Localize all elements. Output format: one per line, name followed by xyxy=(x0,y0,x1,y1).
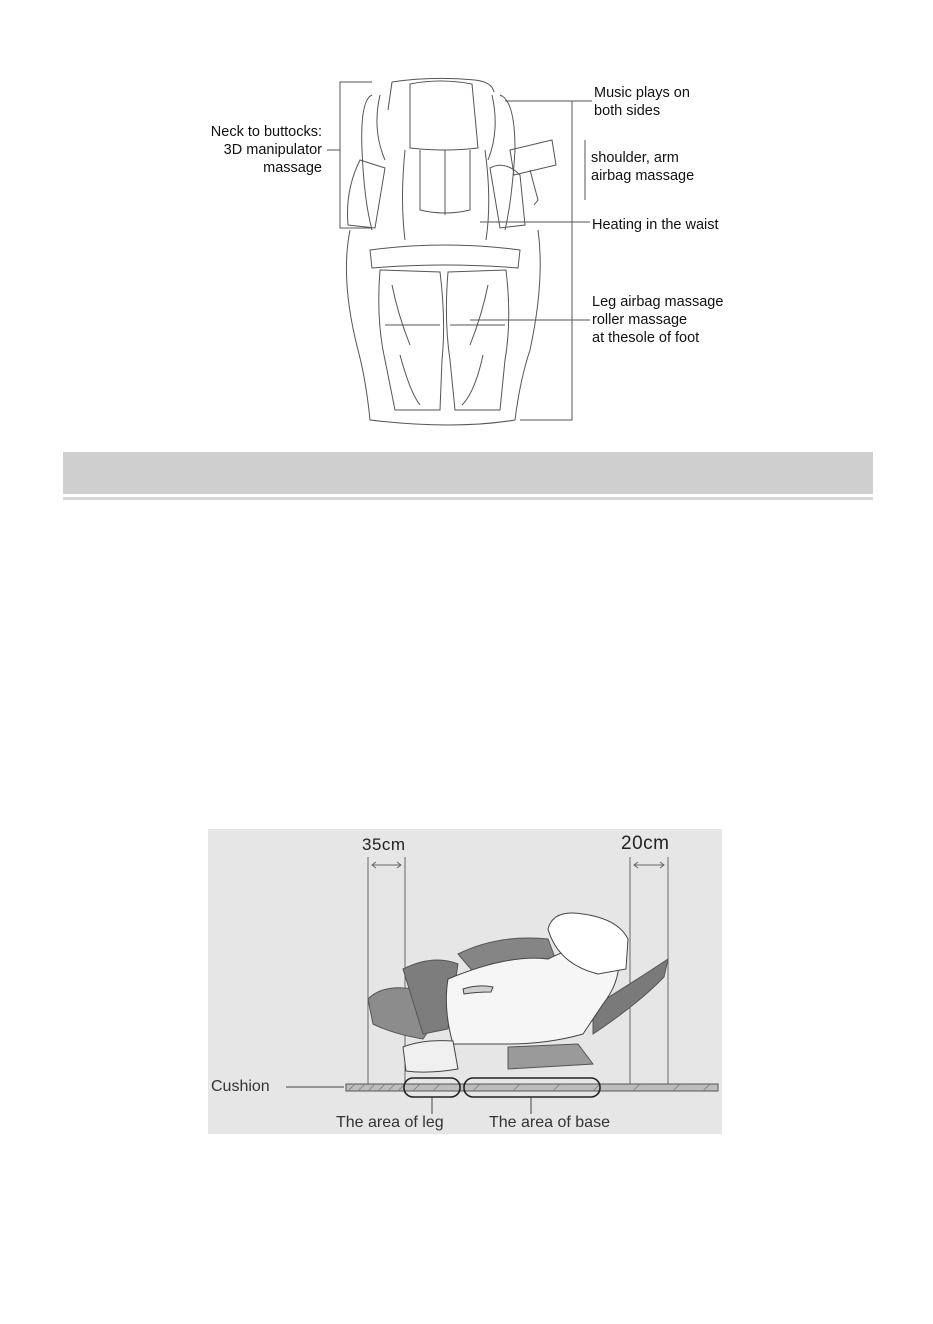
leg-area-label: The area of leg xyxy=(336,1114,444,1131)
front-clearance-label: 35cm xyxy=(362,835,406,854)
base-area-label: The area of base xyxy=(489,1114,610,1131)
label-heating-waist: Heating in the waist xyxy=(592,217,719,233)
cushion-label: Cushion xyxy=(211,1078,270,1095)
chair-side-illustration xyxy=(208,829,722,1134)
label-shoulder-arm-airbag: shoulder, arm airbag massage xyxy=(591,150,695,184)
rear-clearance-label: 20cm xyxy=(621,833,670,854)
section-divider xyxy=(63,497,873,500)
chair-front-illustration xyxy=(0,0,933,440)
chair-front-figure xyxy=(0,0,933,440)
label-music: Music plays on both sides xyxy=(594,85,690,119)
section-heading-bar xyxy=(63,452,873,494)
label-neck-to-buttocks: Neck to buttocks: 3D manipulator massage xyxy=(210,124,322,176)
chair-placement-figure xyxy=(208,829,722,1134)
label-leg-airbag: Leg airbag massage roller massage at thesole of foot xyxy=(592,294,724,346)
